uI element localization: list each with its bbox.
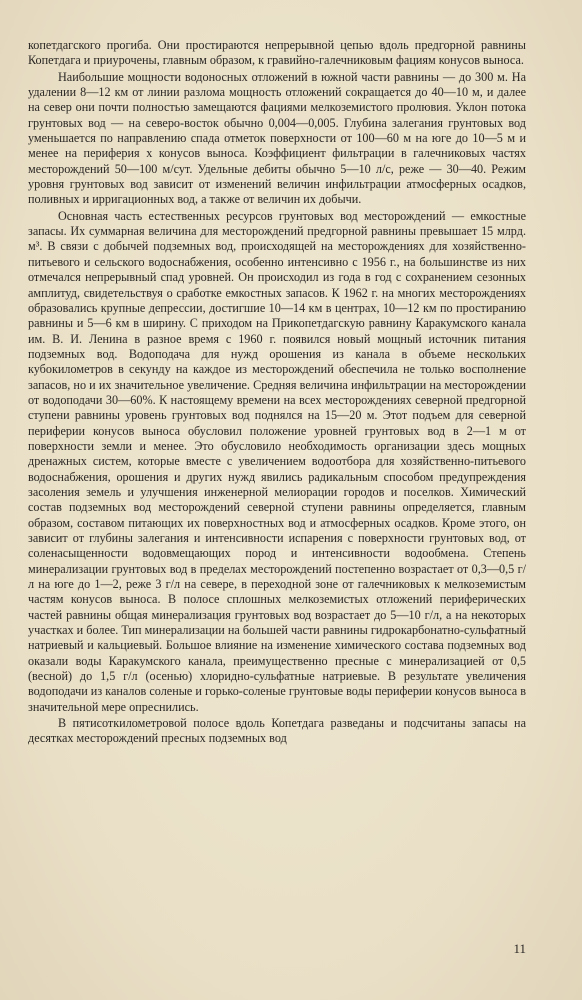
paragraph-groundwater-resources: Основная часть естественных ресурсов грунтовых вод месторождений — емкостные запасы. Их суммарная величина для месторождений предгорной равнины превышает 15 млрд. м³. В связи с добычей подземных вод, происходящей на месторождениях для хозяйственно-питьевого и сельского водоснабжения, особенно интенсивно с 1956 г., на большинстве из них отмечался непрерывный спад уровней. Он происходил из года в год с сохранением сезонных амплитуд, свидетельствуя о сработке емкостных запасов. К 1962 г. на многих месторождениях образовались крупные депрессии, достигшие 10—14 км в центрах, 10—12 км по простиранию равнины и 5—6 км в ширину. С приходом на Прикопетдагскую равнину Каракумского канала им. В. И. Ленина в разное время с 1960 г. появился новый мощный источник питания подземных вод. Водоподача для нужд орошения из канала в объеме нескольких кубокилометров в секунду на каждое из месторождений обеспечила не только восполнение запасов, но и их значительное увеличение. Средняя величина инфильтрации на месторождении от водоподачи 30—60%. К настоящему времени на всех месторождениях северной предгорной ступени равнины уровень грунтовых вод поднялся на 15—20 м. Этот подъем для северной периферии конусов выноса обусловил положение уровней грунтовых вод в 2—1 м от поверхности земли и менее. Это обусловило необходимость организации здесь мощных дренажных систем, которые вместе с увеличением водоотбора для хозяйственно-питьевого водоснабжения, орошения и других нужд явились радикальным способом предупреждения засоления земель и улучшения инженерной мелиорации городов и поселков. Химический состав подземных вод месторождений северной ступени равнины определяется, главным образом, составом питающих их поверхностных вод и атмосферных осадков. Кроме этого, он зависит от глубины залегания и интенсивности испарения с поверхности грунтовых вод, от соленасыщенности водовмещающих пород и интенсивности водообмена. Степень минерализации грунтовых вод в пределах месторождений постепенно возрастает от 0,3—0,5 г/л на юге до 1—2, реже 3 г/л на севере, в переходной зоне от галечниковых к мелкоземистым частям конусов выноса. В полосе сплошных мелкоземистых отложений периферических частей равнины общая минерализация грунтовых вод возрастает до 5—10 г/л, а на некоторых участках и более. Тип минерализации на большей части равнины гидрокарбонатно-сульфатный натриевый и кальциевый. Большое влияние на изменение химического состава подземных вод оказали воды Каракумского канала, преимущественно пресные с минерализацией от 0,5 (весной) до 1,5 г/л (осенью) хлоридно-сульфатные натриевые. В результате увеличения водоподачи из каналов соленые и горько-соленые грунтовые воды периферии конусов выноса в значительной мере опреснились. (28, 208, 526, 714)
paragraph-continuation: копетдагского прогиба. Они простираются непрерывной цепью вдоль предгорной равнины Копетдага и приурочены, главным образом, к гравийно-галечниковым фациям конусов выноса. (28, 38, 526, 68)
page-number: 11 (513, 941, 526, 956)
paragraph-aquifer-thickness: Наибольшие мощности водоносных отложений в южной части равнины — до 300 м. На удалении 8—12 км от линии разлома мощность отложений сокращается до 40—10 м, и далее на север они почти полностью замещаются фациями мелкоземистого пролювия. Уклон потока грунтовых вод — на северо-восток обычно 0,004—0,005. Глубина залегания грунтовых вод уменьшается по направлению спада отметок поверхности от 100—60 м на юге до 10—5 м и менее на периферия х конусов выноса. Коэффициент фильтрации в галечниковых частях месторождений 50—100 м/сут. Удельные дебиты обычно 5—10 л/с, реже — 30—40. Режим уровня грунтовых вод зависит от изменений величин инфильтрации атмосферных осадков, поливных и ирригационных вод, а также от величин их добычи. (28, 69, 526, 207)
body-text (28, 38, 526, 747)
paragraph-explored-reserves: В пятисоткилометровой полосе вдоль Копетдага разведаны и подсчитаны запасы на десятках месторождений пресных подземных вод (28, 716, 526, 746)
